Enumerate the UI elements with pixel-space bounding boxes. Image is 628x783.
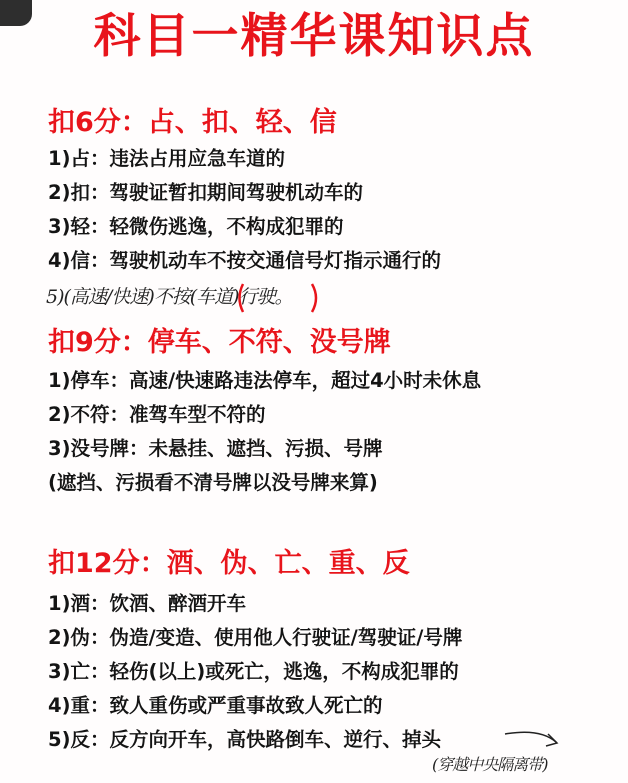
section-heading-6-points: 扣6分：占、扣、轻、信 [48, 107, 337, 138]
list-item: 5)反：反方向开车，高快路倒车、逆行、掉头 [48, 728, 441, 751]
corner-tab [0, 0, 32, 26]
red-bracket-right [312, 284, 316, 312]
section-heading-12-points: 扣12分：酒、伪、亡、重、反 [48, 548, 410, 579]
list-item: 2)不符：准驾车型不符的 [48, 403, 266, 426]
list-item: 1)占：违法占用应急车道的 [48, 147, 285, 170]
list-item: 3)轻：轻微伤逃逸，不构成犯罪的 [48, 215, 344, 238]
list-item: 2)扣：驾驶证暂扣期间驾驶机动车的 [48, 181, 363, 204]
handwritten-note: (穿越中央隔离带) [432, 755, 548, 774]
list-item: 3)没号牌：未悬挂、遮挡、污损、号牌 [48, 437, 383, 460]
page-title: 科目一精华课知识点 [93, 9, 535, 64]
list-item: 1)停车：高速/快速路违法停车，超过4小时未休息 [48, 369, 482, 392]
list-item: 2)伪：伪造/变造、使用他人行驶证/驾驶证/号牌 [48, 626, 463, 649]
section-heading-9-points: 扣9分：停车、不符、没号牌 [48, 327, 391, 358]
arrow-head-icon [546, 734, 557, 746]
list-item: 3)亡：轻伤(以上)或死亡，逃逸，不构成犯罪的 [48, 660, 459, 683]
handwritten-note: 5)(高速/快速)不按(车道)行驶。 [46, 286, 293, 308]
list-item: (遮挡、污损看不清号牌以没号牌来算) [48, 471, 378, 494]
list-item: 4)信：驾驶机动车不按交通信号灯指示通行的 [48, 249, 441, 272]
list-item: 4)重：致人重伤或严重事故致人死亡的 [48, 694, 383, 717]
arrow-line [505, 732, 556, 742]
list-item: 1)酒：饮酒、醉酒开车 [48, 592, 246, 615]
